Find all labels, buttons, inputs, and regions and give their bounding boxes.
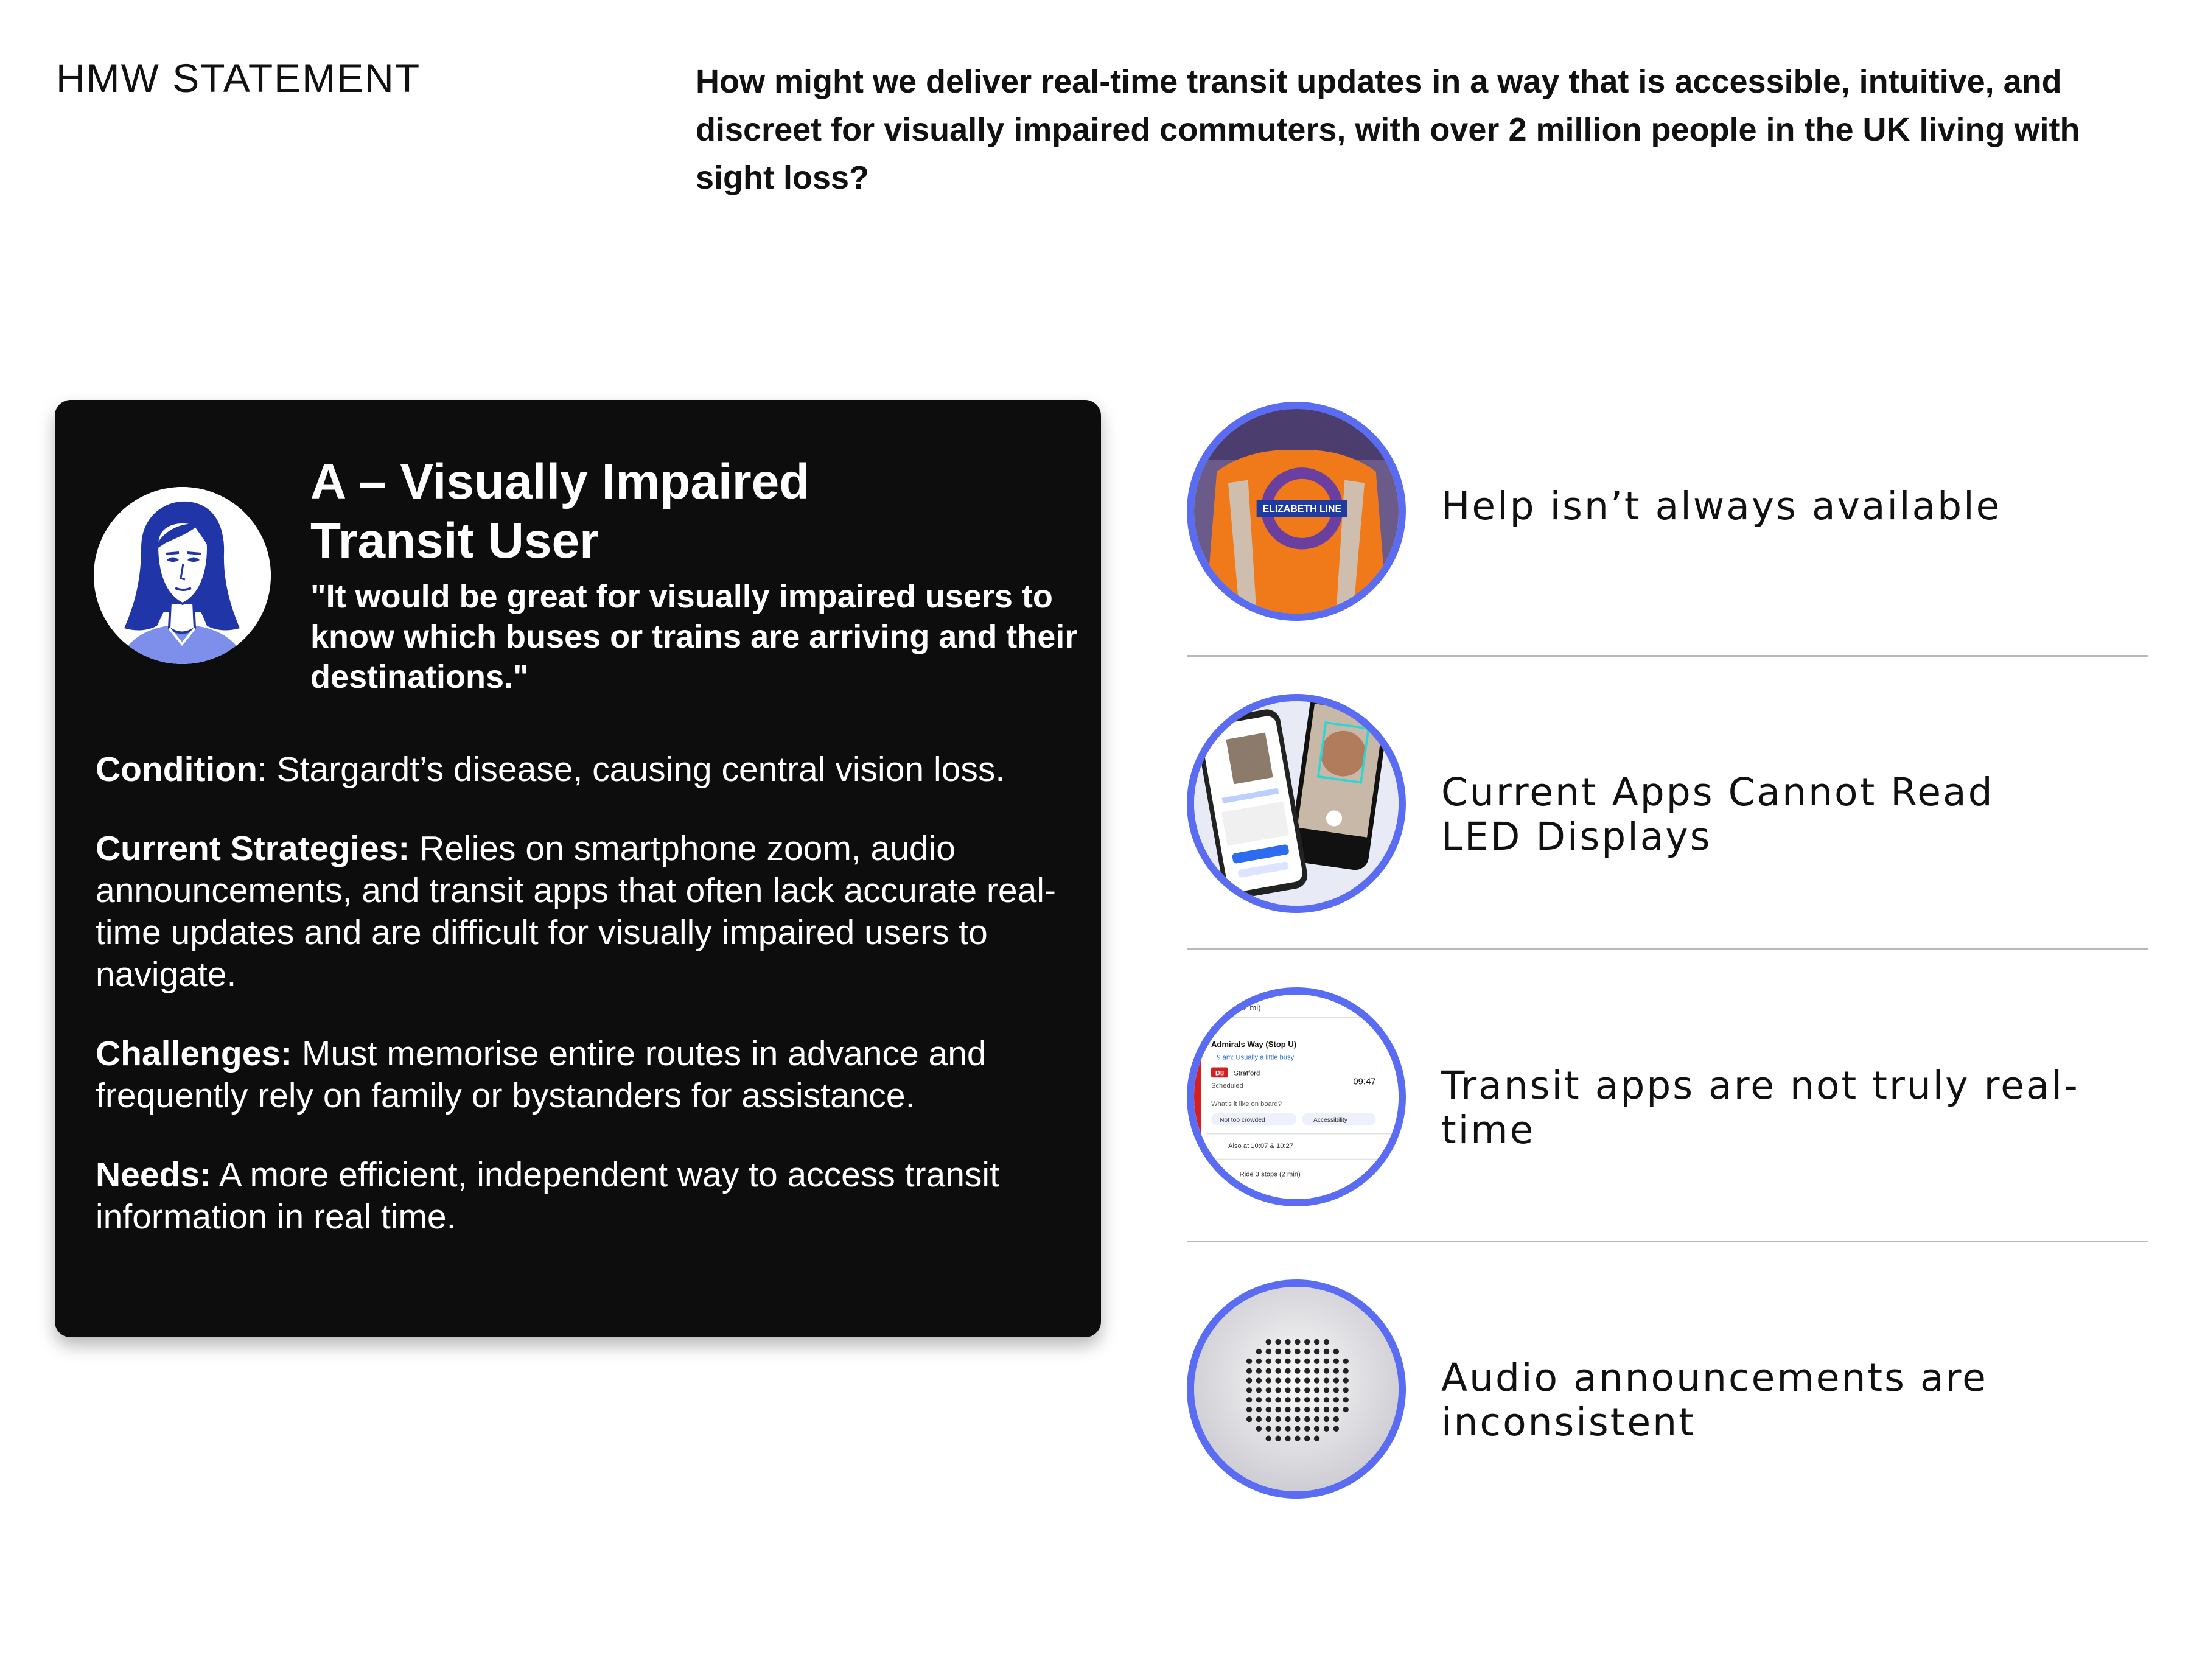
svg-text:Stratford: Stratford (1234, 1069, 1260, 1077)
persona-title (310, 452, 809, 570)
detail-label: Challenges: (96, 1034, 293, 1073)
divider (1187, 948, 2148, 950)
hmw-label: HMW STATEMENT (56, 55, 421, 100)
detail-challenges (96, 1033, 1082, 1117)
detail-needs (96, 1154, 1082, 1238)
detail-text: Must memorise entire routes in advance and frequently rely on family or bystanders for assistance. (96, 1034, 987, 1115)
svg-text:D8: D8 (1215, 1069, 1225, 1077)
detail-text: A more efficient, independent way to access transit information in real time. (96, 1155, 999, 1236)
detail-current-strategies (96, 828, 1082, 996)
pain-point-text: Transit apps are not truly real-time (1441, 1063, 2080, 1152)
vest-label: ELIZABETH LINE (1262, 503, 1342, 514)
svg-text:Not too crowded: Not too crowded (1220, 1117, 1265, 1124)
pain-point-text: Help isn’t always available (1441, 484, 2002, 528)
svg-text:What's it like on board?: What's it like on board? (1211, 1100, 1282, 1108)
persona-card (55, 400, 1101, 1337)
svg-text:9 am: Usually a little busy: 9 am: Usually a little busy (1217, 1054, 1295, 1062)
persona-quote: "It would be great for visually impaired users to know which buses or trains are arriving and their destinations." (310, 578, 1078, 695)
detail-text: Relies on smartphone zoom, audio announcements, and transit apps that often lack accurate real-time updates and are difficult for visually impaired users to navigate. (96, 829, 1056, 994)
svg-text:09:47: 09:47 (1353, 1076, 1376, 1087)
persona-title-line2: Transit User (310, 513, 599, 569)
detail-condition (96, 749, 1082, 791)
svg-text:(0.2 mi): (0.2 mi) (1234, 1003, 1261, 1013)
divider (1187, 655, 2148, 657)
speaker-grille-icon (1187, 1279, 1406, 1499)
divider (1187, 1241, 2148, 1242)
avatar (94, 487, 271, 664)
transit-app-screenshot-icon (1187, 987, 1406, 1206)
persona-portrait-icon (94, 487, 271, 664)
persona-details (96, 749, 1082, 1275)
detail-label: Condition (96, 750, 257, 789)
detail-text: : Stargardt’s disease, causing central vision loss. (257, 750, 1005, 789)
persona-title-line1: A – Visually Impaired (310, 454, 810, 509)
svg-text:Ride 3 stops (2 min): Ride 3 stops (2 min) (1239, 1171, 1301, 1178)
phone-apps-icon (1187, 694, 1406, 913)
detail-label: Current Strategies: (96, 829, 410, 868)
pain-point-text: Audio announcements are inconsistent (1441, 1356, 1988, 1444)
pain-point-text: Current Apps Cannot Read LED Displays (1441, 770, 1994, 859)
svg-text:Accessibility: Accessibility (1313, 1117, 1347, 1124)
hmw-statement: How might we deliver real-time transit updates in a way that is accessible, intuitive, and discreet for visually impaired commuters, with over 2 million people in the UK living with sight loss? (696, 63, 2080, 196)
svg-text:Scheduled: Scheduled (1211, 1082, 1243, 1090)
detail-label: Needs: (96, 1155, 212, 1194)
svg-text:Also at 10:07 & 10:27: Also at 10:07 & 10:27 (1228, 1143, 1293, 1150)
svg-text:Admirals Way (Stop U): Admirals Way (Stop U) (1211, 1039, 1297, 1049)
staff-vest-icon (1187, 402, 1406, 621)
